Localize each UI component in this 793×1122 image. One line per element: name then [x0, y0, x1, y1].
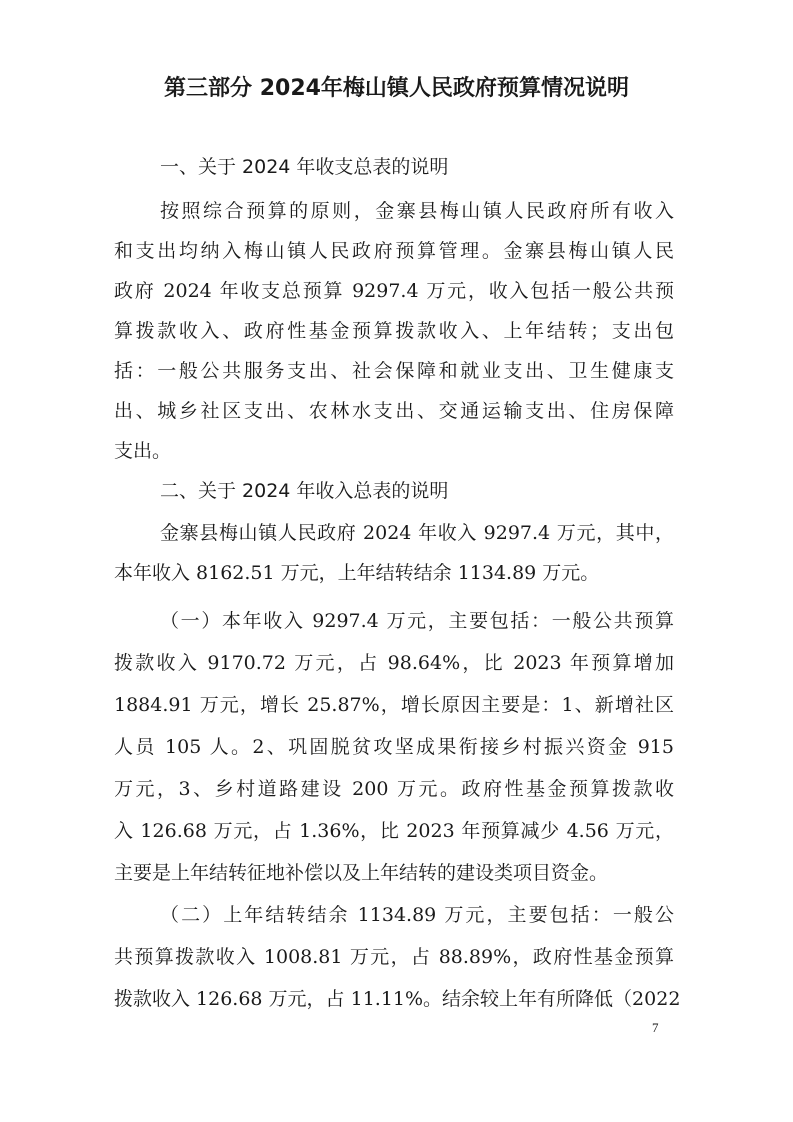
paragraph-line: 拨款收入 126.68 万元，占 11.11%。结余较上年有所降低（2022 — [114, 988, 681, 1010]
page-number: 7 — [652, 1020, 659, 1035]
paragraph-line: （二）上年结转结余 1134.89 万元，主要包括：一般公 — [160, 904, 674, 926]
paragraph-line: 支出。 — [114, 440, 172, 462]
section-heading-1: 一、关于 2024 年收支总表的说明 — [160, 156, 449, 178]
page-title: 第三部分 2024年梅山镇人民政府预算情况说明 — [164, 76, 629, 101]
paragraph-line: 算拨款收入、政府性基金预算拨款收入、上年结转；支出包 — [114, 320, 674, 342]
paragraph-line: 按照综合预算的原则，金寨县梅山镇人民政府所有收入 — [160, 200, 674, 222]
paragraph-line: 政府 2024 年收支总预算 9297.4 万元，收入包括一般公共预 — [114, 280, 674, 302]
paragraph-line: 入 126.68 万元，占 1.36%，比 2023 年预算减少 4.56 万元， — [114, 820, 674, 842]
paragraph-line: （一）本年收入 9297.4 万元，主要包括：一般公共预算 — [160, 610, 674, 632]
paragraph-line: 出、城乡社区支出、农林水支出、交通运输支出、住房保障 — [114, 400, 674, 422]
paragraph-line: 金寨县梅山镇人民政府 2024 年收入 9297.4 万元，其中， — [160, 522, 674, 544]
paragraph-line: 拨款收入 9170.72 万元，占 98.64%，比 2023 年预算增加 — [114, 652, 674, 674]
paragraph-line: 主要是上年结转征地补偿以及上年结转的建设类项目资金。 — [114, 862, 609, 884]
paragraph-line: 括：一般公共服务支出、社会保障和就业支出、卫生健康支 — [114, 360, 674, 382]
section-heading-2: 二、关于 2024 年收入总表的说明 — [160, 480, 449, 502]
paragraph-line: 共预算拨款收入 1008.81 万元，占 88.89%，政府性基金预算 — [114, 946, 674, 968]
paragraph-line: 1884.91 万元，增长 25.87%，增长原因主要是：1、新增社区 — [114, 694, 674, 716]
paragraph-line: 人员 105 人。2、巩固脱贫攻坚成果衔接乡村振兴资金 915 — [114, 736, 674, 758]
paragraph-line: 和支出均纳入梅山镇人民政府预算管理。金寨县梅山镇人民 — [114, 240, 674, 262]
paragraph-line: 本年收入 8162.51 万元，上年结转结余 1134.89 万元。 — [114, 562, 600, 584]
paragraph-line: 万元，3、乡村道路建设 200 万元。政府性基金预算拨款收 — [114, 778, 674, 800]
